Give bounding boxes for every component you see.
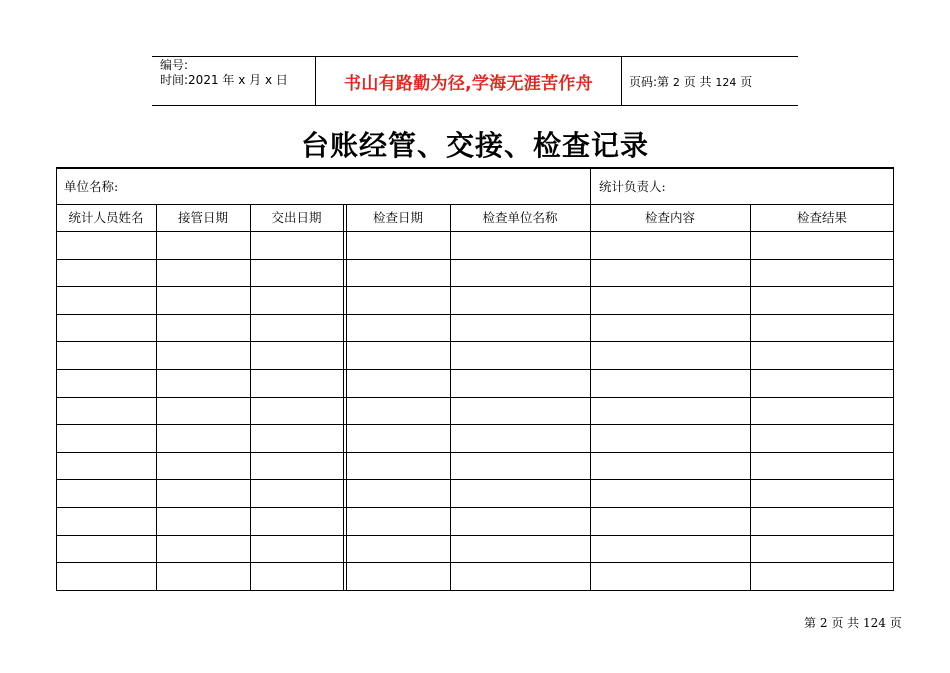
column-header-takeover-date: 接管日期 (177, 210, 228, 225)
document-number-label: 编号: (160, 58, 189, 72)
table-row (56, 424, 894, 452)
table-row (56, 479, 894, 507)
footer-mid: 页 共 (831, 616, 860, 630)
page-mid: 页 共 (683, 75, 712, 89)
table-row (56, 341, 894, 369)
header-motto: 书山有路勤为径,学海无涯苦作舟 (344, 74, 593, 94)
responsible-person-label: 统计负责人: (599, 179, 666, 194)
document-time-label: 时间:2021 年 x 月 x 日 (160, 73, 288, 87)
page-total: 124 (715, 76, 737, 89)
table-row (56, 535, 894, 563)
table-row (56, 231, 894, 259)
header-divider (621, 57, 622, 105)
column-header-inspection-unit: 检查单位名称 (482, 210, 558, 225)
column-header-staff-name: 统计人员姓名 (68, 210, 144, 225)
page-suffix: 页 (740, 75, 753, 89)
table-row (56, 507, 894, 535)
table-row (56, 314, 894, 342)
unit-name-label: 单位名称: (64, 179, 119, 194)
footer-current: 2 (819, 616, 828, 630)
page-footer (804, 614, 902, 631)
table-row (56, 286, 894, 314)
table-row (56, 369, 894, 397)
table-row (56, 397, 894, 425)
page-title: 台账经管、交接、检查记录 (300, 129, 649, 162)
table-row (56, 562, 894, 590)
table-row-line (56, 167, 894, 169)
footer-suffix: 页 (889, 616, 902, 630)
column-header-inspection-content: 检查内容 (644, 210, 695, 225)
record-table (56, 167, 894, 592)
column-header-inspection-result: 检查结果 (796, 210, 847, 225)
table-row (56, 259, 894, 287)
table-row-line (56, 590, 894, 591)
header-page-number (629, 73, 752, 90)
table-row-line (56, 204, 894, 205)
page-prefix: 页码:第 (629, 75, 670, 89)
header-meta (160, 58, 288, 88)
footer-prefix: 第 (804, 616, 817, 630)
column-header-handover-date: 交出日期 (271, 210, 322, 225)
document-header (152, 56, 798, 106)
column-header-inspection-date: 检查日期 (372, 210, 423, 225)
table-row (56, 452, 894, 480)
page-current: 2 (672, 76, 680, 89)
footer-total: 124 (862, 616, 886, 630)
